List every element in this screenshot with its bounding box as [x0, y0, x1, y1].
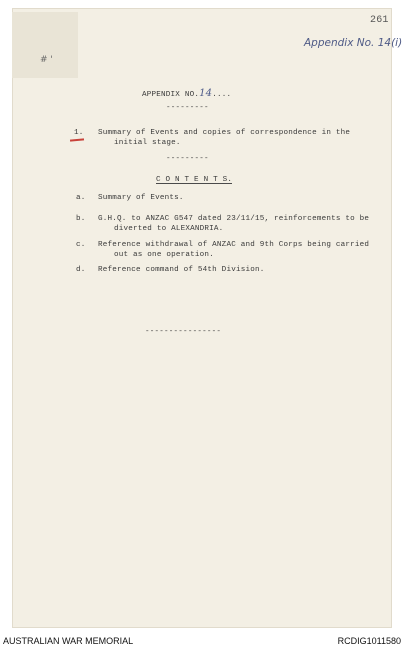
item-1-number: 1.: [74, 129, 84, 137]
contents-letter-b: b.: [76, 215, 86, 223]
contents-letter-c: c.: [76, 241, 86, 249]
page-number: 261: [370, 15, 389, 26]
contents-a-line-1: Summary of Events.: [98, 194, 184, 202]
separator-2: ---------: [166, 155, 209, 163]
appendix-heading: [142, 88, 231, 99]
contents-b-line-2: diverted to ALEXANDRIA.: [114, 225, 224, 233]
contents-b-line-1: G.H.Q. to ANZAC G547 dated 23/11/15, reinforcements to be: [98, 215, 370, 223]
contents-heading-underline: [156, 183, 232, 184]
contents-c-line-1: Reference withdrawal of ANZAC and 9th Corps being carried: [98, 241, 370, 249]
item-1-line-1: Summary of Events and copies of correspondence in the: [98, 129, 351, 137]
item-1-line-2: initial stage.: [114, 139, 181, 147]
appendix-handwritten-number: 14: [199, 88, 213, 99]
appendix-stamp: Appendix No. 14(i): [304, 37, 403, 49]
page-tab-shading: [12, 12, 78, 78]
contents-letter-a: a.: [76, 194, 86, 202]
separator-1: ---------: [166, 104, 209, 112]
separator-3: ----------------: [145, 328, 222, 336]
footer-record-id: RCDIG1011580: [337, 636, 401, 646]
contents-d-line-1: Reference command of 54th Division.: [98, 266, 265, 274]
document-page: [12, 8, 392, 628]
footer-institution: AUSTRALIAN WAR MEMORIAL: [3, 636, 134, 646]
corner-marks: # ': [40, 55, 53, 65]
contents-letter-d: d.: [76, 266, 86, 274]
appendix-heading-prefix: APPENDIX NO.: [142, 91, 200, 99]
contents-heading: C O N T E N T S.: [156, 176, 233, 184]
appendix-heading-suffix: ....: [212, 91, 232, 99]
contents-c-line-2: out as one operation.: [114, 251, 214, 259]
